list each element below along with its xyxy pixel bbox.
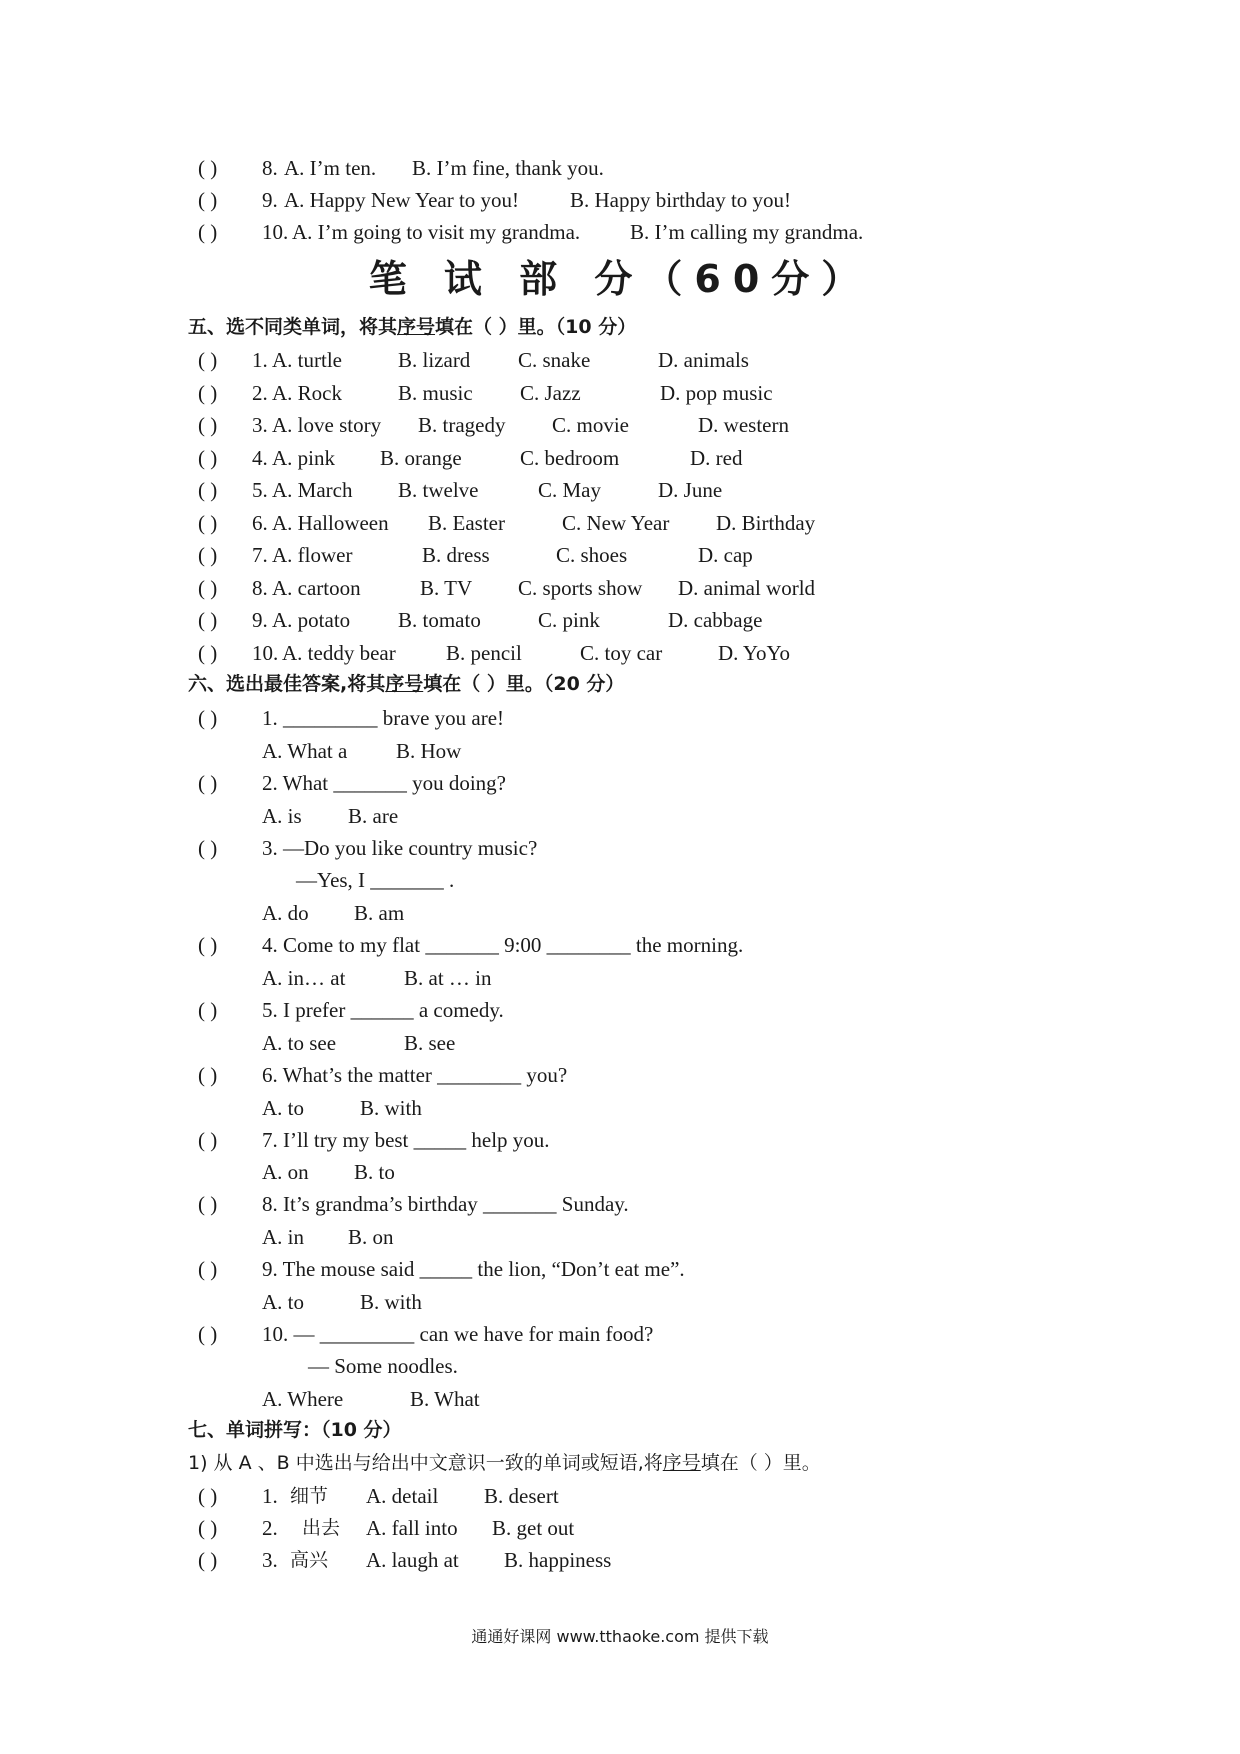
a-text: A. to [262, 1096, 304, 1120]
option-a: A. I’m going to visit my grandma. [292, 220, 581, 244]
footer: 通通好课网 www.tthaoke.com 提供下载 [471, 1627, 769, 1646]
paren-text: ( ) [198, 543, 218, 567]
c-text: C. New Year [562, 511, 670, 535]
b-text: B. with [360, 1096, 422, 1120]
section7-heading: 七、单词拼写：（10 分） [188, 1419, 402, 1441]
paren-text: ( ) [198, 1516, 218, 1540]
paren-text: ( ) [198, 1257, 218, 1281]
paren-text: ( ) [198, 381, 218, 405]
num-text: 3. [262, 1548, 278, 1572]
paren-text: ( ) [198, 446, 218, 470]
a-text: A. in [262, 1225, 304, 1249]
c-text: C. Jazz [520, 381, 581, 405]
answer-paren: ( ) [198, 188, 218, 212]
b-text: B. lizard [398, 348, 471, 372]
a-text: A. What a [262, 739, 348, 763]
section7-instruction [188, 1449, 821, 1477]
a-text: A. Where [262, 1387, 344, 1411]
a-text: A. turtle [272, 348, 342, 372]
d-text: D. pop music [660, 381, 773, 405]
b-text: B. happiness [504, 1548, 612, 1572]
a-text: A. to see [262, 1031, 337, 1055]
num-text: 9. [252, 608, 268, 632]
a-text: A. love story [272, 413, 382, 437]
cn-text: 高兴 [290, 1549, 329, 1571]
heading-pre-text: 五、选不同类单词，将其 [188, 316, 398, 338]
d-text: D. June [658, 478, 723, 502]
option-b: B. I’m calling my grandma. [630, 220, 864, 244]
paren-text: ( ) [198, 478, 218, 502]
c-text: C. sports show [518, 576, 643, 600]
option-a: A. Happy New Year to you! [284, 188, 520, 212]
paren-text: ( ) [198, 1063, 218, 1087]
answer-paren: ( ) [198, 156, 218, 180]
sub-pre-text: 1) 从 A 、B 中选出与给出中文意识一致的单词或短语,将 [188, 1452, 663, 1474]
q-text: 8. It’s grandma’s birthday _______ Sunday. [262, 1192, 629, 1216]
section6-heading [188, 670, 624, 698]
num-text: 3. [252, 413, 268, 437]
b-text: B. are [348, 804, 399, 828]
d-text: D. western [698, 413, 789, 437]
a-text: A. pink [272, 446, 335, 470]
cn-text: 出去 [302, 1517, 341, 1539]
q-text: 3. —Do you like country music? [262, 836, 538, 860]
section5-heading [188, 313, 636, 341]
d-text: D. red [690, 446, 743, 470]
num-text: 1. [262, 1484, 278, 1508]
paren-text: ( ) [198, 1322, 218, 1346]
heading-u-text: 序号 [397, 316, 436, 338]
option-b: B. I’m fine, thank you. [412, 156, 604, 180]
item-number: 8. [262, 156, 278, 180]
a-text: A. potato [272, 608, 351, 632]
q-text: 7. I’ll try my best _____ help you. [262, 1128, 550, 1152]
q-text: 1. _________ brave you are! [262, 706, 505, 730]
b-text: B. music [398, 381, 473, 405]
paren-text: ( ) [198, 706, 218, 730]
num-text: 6. [252, 511, 268, 535]
cn-text: 细节 [290, 1485, 329, 1507]
a-text: A. Rock [272, 381, 342, 405]
b-text: B. TV [420, 576, 473, 600]
heading-u-text: 序号 [385, 673, 424, 695]
b-text: B. with [360, 1290, 422, 1314]
q2-text: — Some noodles. [308, 1354, 458, 1378]
b-text: B. How [396, 739, 462, 763]
num-text: 2. [262, 1516, 278, 1540]
c-text: C. bedroom [520, 446, 620, 470]
a-text: A. fall into [366, 1516, 458, 1540]
paren-text: ( ) [198, 771, 218, 795]
b-text: B. am [354, 901, 405, 925]
paren-text: ( ) [198, 641, 218, 665]
b-text: B. twelve [398, 478, 479, 502]
num-text: 10. [252, 641, 279, 665]
option-a: A. I’m ten. [284, 156, 377, 180]
q2-text: —Yes, I _______ . [296, 868, 455, 892]
b-text: B. see [404, 1031, 456, 1055]
heading-post-text: 填在（ ）里。（10 分） [435, 316, 637, 338]
b-text: B. to [354, 1160, 395, 1184]
c-text: C. pink [538, 608, 600, 632]
d-text: D. YoYo [718, 641, 791, 665]
sub-u-text: 序号 [662, 1452, 701, 1474]
paren-text: ( ) [198, 413, 218, 437]
option-b: B. Happy birthday to you! [570, 188, 792, 212]
a-text: A. teddy bear [282, 641, 396, 665]
a-text: A. is [262, 804, 302, 828]
b-text: B. desert [484, 1484, 559, 1508]
num-text: 2. [252, 381, 268, 405]
a-text: A. detail [366, 1484, 439, 1508]
paren-text: ( ) [198, 933, 218, 957]
heading-pre-text: 六、选出最佳答案,将其 [188, 673, 386, 695]
paren-text: ( ) [198, 576, 218, 600]
b-text: B. get out [492, 1516, 575, 1540]
d-text: D. Birthday [716, 511, 816, 535]
paren-text: ( ) [198, 1548, 218, 1572]
paren-text: ( ) [198, 608, 218, 632]
paren-text: ( ) [198, 348, 218, 372]
num-text: 1. [252, 348, 268, 372]
paren-text: ( ) [198, 1192, 218, 1216]
b-text: B. tragedy [418, 413, 506, 437]
num-text: 4. [252, 446, 268, 470]
c-text: C. toy car [580, 641, 663, 665]
c-text: C. movie [552, 413, 629, 437]
d-text: D. animal world [678, 576, 816, 600]
q-text: 4. Come to my flat _______ 9:00 ________ the morning. [262, 933, 744, 957]
a-text: A. do [262, 901, 309, 925]
b-text: B. tomato [398, 608, 481, 632]
item-number: 9. [262, 188, 278, 212]
q-text: 10. — _________ can we have for main food? [262, 1322, 654, 1346]
b-text: B. orange [380, 446, 462, 470]
c-text: C. snake [518, 348, 591, 372]
a-text: A. on [262, 1160, 309, 1184]
a-text: A. cartoon [272, 576, 361, 600]
q-text: 9. The mouse said _____ the lion, “Don’t eat me”. [262, 1257, 685, 1281]
b-text: B. on [348, 1225, 394, 1249]
q-text: 5. I prefer ______ a comedy. [262, 998, 504, 1022]
b-text: B. Easter [428, 511, 505, 535]
paren-text: ( ) [198, 1128, 218, 1152]
paren-text: ( ) [198, 511, 218, 535]
a-text: A. March [272, 478, 353, 502]
num-text: 7. [252, 543, 268, 567]
b-text: B. dress [422, 543, 490, 567]
answer-paren: ( ) [198, 220, 218, 244]
heading-post-text: 填在（ ）里。（20 分） [423, 673, 625, 695]
paren-text: ( ) [198, 836, 218, 860]
paren-text: ( ) [198, 998, 218, 1022]
a-text: A. Halloween [272, 511, 389, 535]
a-text: A. to [262, 1290, 304, 1314]
written-section-title: 笔 试 部 分（60分） [368, 257, 872, 301]
c-text: C. May [538, 478, 601, 502]
d-text: D. animals [658, 348, 749, 372]
sub-post-text: 填在（ ）里。 [700, 1452, 821, 1474]
a-text: A. in… at [262, 966, 346, 990]
b-text: B. pencil [446, 641, 522, 665]
q-text: 6. What’s the matter ________ you? [262, 1063, 568, 1087]
b-text: B. What [410, 1387, 480, 1411]
b-text: B. at … in [404, 966, 492, 990]
a-text: A. flower [272, 543, 353, 567]
d-text: D. cap [698, 543, 753, 567]
num-text: 5. [252, 478, 268, 502]
paren-text: ( ) [198, 1484, 218, 1508]
num-text: 8. [252, 576, 268, 600]
q-text: 2. What _______ you doing? [262, 771, 507, 795]
c-text: C. shoes [556, 543, 628, 567]
d-text: D. cabbage [668, 608, 763, 632]
item-number: 10. [262, 220, 289, 244]
a-text: A. laugh at [366, 1548, 459, 1572]
